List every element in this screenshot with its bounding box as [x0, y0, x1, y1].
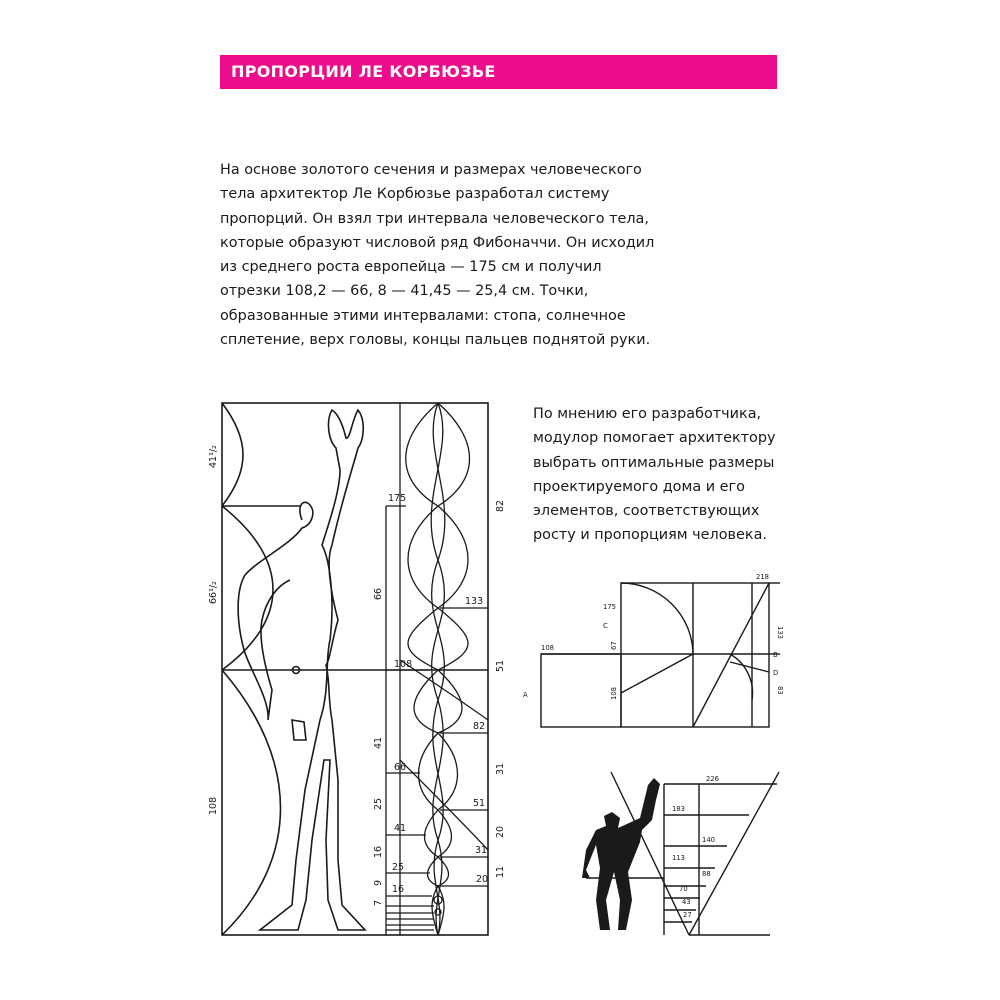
- triangle-figure-icon: [582, 778, 660, 930]
- sq-label-a: A: [523, 691, 528, 699]
- right-vert-11: 11: [495, 865, 506, 878]
- modulor-labels: [208, 445, 506, 906]
- red-vert-66: 66: [373, 587, 384, 600]
- sq-label-175: 175: [603, 603, 616, 611]
- sq-label-218: 218: [756, 573, 769, 581]
- tri-label-43: 43: [682, 898, 691, 906]
- sq-label-d: D: [773, 669, 779, 677]
- blue-label-133: 133: [465, 596, 484, 607]
- arc-top: [222, 403, 243, 506]
- red-vert-7: 7: [373, 899, 384, 906]
- modulor-frame: [222, 403, 488, 935]
- left-label-41: 41¹/₂: [208, 445, 219, 468]
- red-label-66: 66: [394, 762, 407, 773]
- sq-label-108b: 108: [610, 687, 618, 700]
- sq-label-67: 67: [610, 641, 618, 650]
- red-label-16: 16: [392, 884, 405, 895]
- side-paragraph: По мнению его разработчика, модулор помогает архитектору выбрать оптимальные размеры проектируемого дома и его элементов, соответствующих росту и пропорциям человека.: [533, 406, 776, 544]
- tri-label-27: 27: [683, 911, 692, 919]
- arc-bottom: [222, 670, 281, 935]
- red-label-41: 41: [394, 823, 407, 834]
- sq-label-133: 133: [776, 626, 784, 639]
- right-vert-82: 82: [495, 499, 506, 512]
- sq-label-c: C: [603, 622, 608, 630]
- square-diagram: [541, 583, 780, 727]
- red-vert-25: 25: [373, 797, 384, 810]
- sq-label-b: B: [773, 651, 778, 659]
- tri-label-226: 226: [706, 775, 719, 783]
- sq-label-83: 83: [776, 686, 784, 695]
- right-vert-20: 20: [495, 825, 506, 838]
- figure-hand: [292, 720, 306, 740]
- square-labels: [523, 573, 784, 700]
- tri-label-88: 88: [702, 870, 711, 878]
- sq-label-108a: 108: [541, 644, 554, 652]
- right-vert-51: 51: [495, 659, 506, 672]
- left-label-108: 108: [208, 796, 219, 815]
- red-vert-41: 41: [373, 736, 384, 749]
- blue-label-82: 82: [473, 721, 486, 732]
- arc-middle: [222, 506, 273, 670]
- intro-paragraph: На основе золотого сечения и размерах человеческого тела архитектор Ле Корбюзье разработал систему пропорций. Он взял три интервала человеческого тела, которые образуют числовой ряд Фибоначчи. Он исходил из среднего роста европейца — 175 см и получил отрезки 108,2 — 66, 8 — 41,45 — 25,4 см. Точки, образованные этими интервалами: стопа, солнечное сплетение, верх головы, концы пальцев поднятой руки.: [220, 162, 655, 349]
- blue-label-20: 20: [476, 874, 489, 885]
- red-label-175: 175: [388, 493, 407, 504]
- red-label-108: 108: [394, 659, 413, 670]
- section-title: ПРОПОРЦИИ ЛЕ КОРБЮЗЬЕ: [231, 62, 496, 81]
- tri-label-183: 183: [672, 805, 685, 813]
- tri-label-140: 140: [702, 836, 715, 844]
- blue-label-31: 31: [475, 845, 488, 856]
- figure-left-arm: [238, 502, 313, 720]
- red-label-25: 25: [392, 862, 405, 873]
- right-vert-31: 31: [495, 762, 506, 775]
- tri-label-113: 113: [672, 854, 685, 862]
- tri-label-70: 70: [679, 885, 688, 893]
- left-label-66: 66¹/₂: [208, 581, 219, 604]
- blue-label-51: 51: [473, 798, 486, 809]
- red-vert-9: 9: [373, 879, 384, 886]
- modulor-diagram: [222, 403, 488, 935]
- red-vert-16: 16: [373, 845, 384, 858]
